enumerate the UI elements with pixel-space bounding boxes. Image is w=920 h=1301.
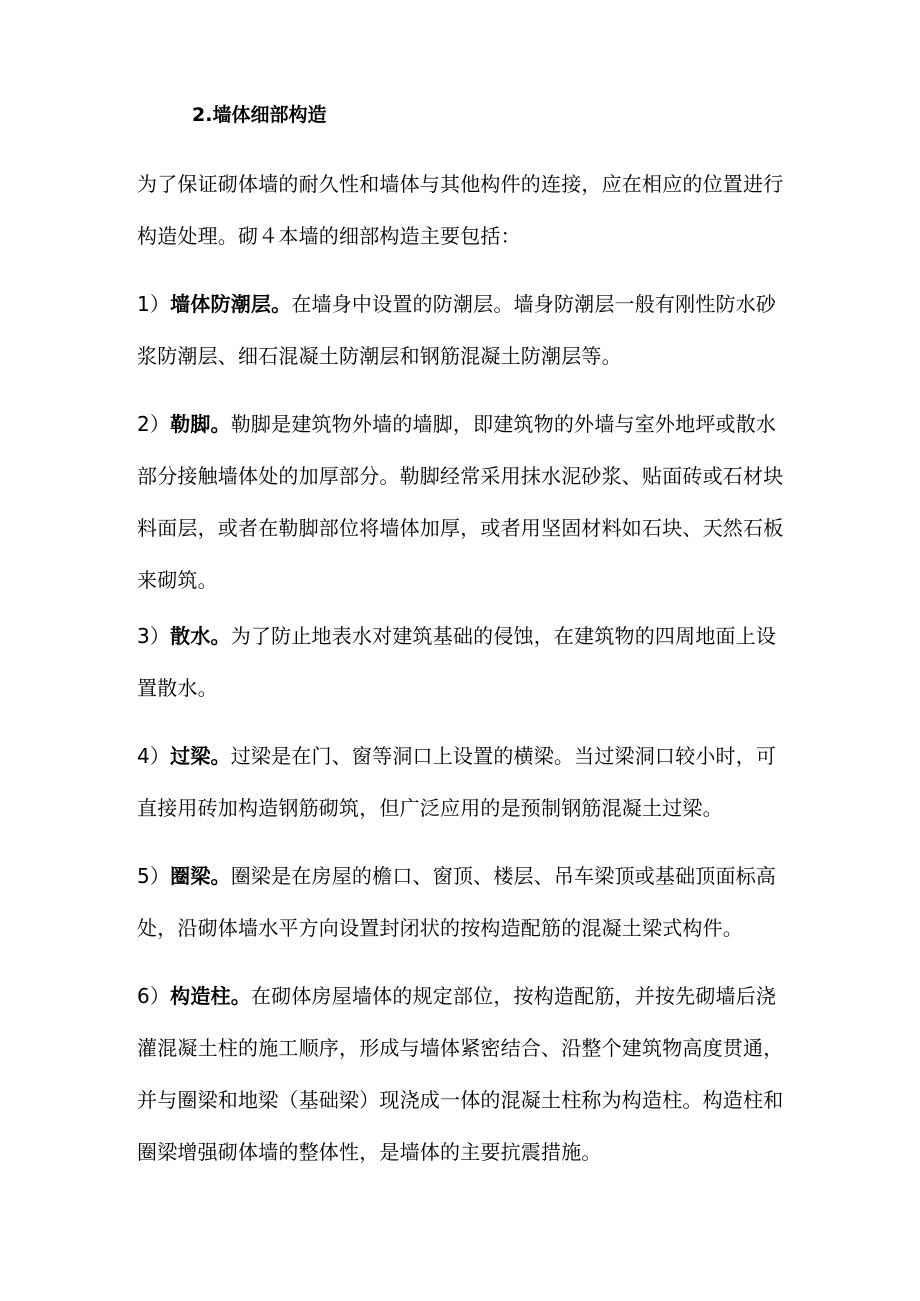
item-paragraph-2 <box>137 398 787 606</box>
item-number: 4） <box>137 744 171 768</box>
item-paragraph-6 <box>137 970 787 1178</box>
item-text: 过梁是在门、窗等洞口上设置的横梁。当过梁洞口较小时，可直接用砖加构造钢筋砌筑，但广泛应用的是预制钢筋混凝土过梁。 <box>137 744 777 820</box>
item-title: 墙体防潮层。 <box>170 292 292 316</box>
item-text: 在砌体房屋墙体的规定部位，按构造配筋，并按先砌墙后浇灌混凝土柱的施工顺序，形成与墙体紧密结合、沿整个建筑物高度贯通，并与圈梁和地梁（基础梁）现浇成一体的混凝土柱称为构造柱。构造柱和圈梁增强砌体墙的整体性，是墙体的主要抗震措施。 <box>137 984 784 1164</box>
section-heading: 2.墙体细部构造 <box>192 104 327 126</box>
intro-paragraph: 为了保证砌体墙的耐久性和墙体与其他构件的连接，应在相应的位置进行构造处理。砌４本墙的细部构造主要包括： <box>137 172 784 248</box>
item-title: 勒脚。 <box>170 412 231 436</box>
item-number: 6） <box>137 984 171 1008</box>
item-title: 构造柱。 <box>170 984 251 1008</box>
item-title: 过梁。 <box>170 744 231 768</box>
item-number: 3） <box>137 624 171 648</box>
item-text: 在墙身中设置的防潮层。墙身防潮层一般有刚性防水砂浆防潮层、细石混凝土防潮层和钢筋混凝土防潮层等。 <box>137 292 777 368</box>
item-number: 2） <box>137 412 171 436</box>
item-text: 为了防止地表水对建筑基础的侵蚀，在建筑物的四周地面上设置散水。 <box>137 624 777 700</box>
item-paragraph-5 <box>137 850 787 954</box>
item-paragraph-1 <box>137 278 787 382</box>
item-title: 圈梁。 <box>170 864 231 888</box>
item-number: 1） <box>137 292 171 316</box>
item-text: 勒脚是建筑物外墙的墙脚，即建筑物的外墙与室外地坪或散水部分接触墙体处的加厚部分。勒脚经常采用抹水泥砂浆、贴面砖或石材块料面层，或者在勒脚部位将墙体加厚，或者用坚固材料如石块、天然石板来砌筑。 <box>137 412 784 592</box>
item-number: 5） <box>137 864 171 888</box>
item-paragraph-3 <box>137 610 787 714</box>
item-title: 散水。 <box>170 624 231 648</box>
item-text: 圈梁是在房屋的檐口、窗顶、楼层、吊车梁顶或基础顶面标高处，沿砌体墙水平方向设置封闭状的按构造配筋的混凝土梁式构件。 <box>137 864 777 940</box>
item-paragraph-4 <box>137 730 787 834</box>
